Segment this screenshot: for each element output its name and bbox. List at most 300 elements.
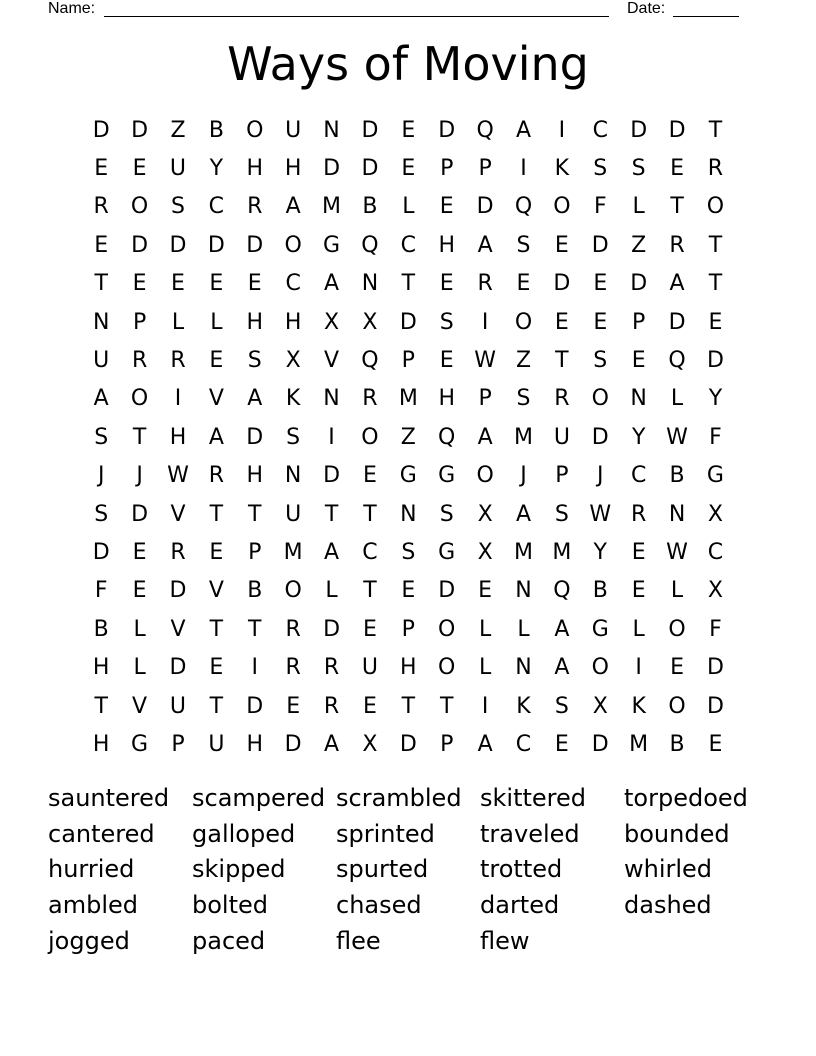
- grid-cell: A: [669, 271, 685, 297]
- grid-cell: T: [324, 501, 339, 527]
- grid-cell: I: [558, 117, 566, 143]
- grid-cell: D: [323, 463, 341, 489]
- grid-cell: T: [439, 693, 454, 719]
- word-list-item: flew: [480, 926, 530, 955]
- grid-cell: C: [285, 271, 301, 297]
- grid-cell: X: [477, 501, 493, 527]
- grid-cell: A: [515, 501, 532, 527]
- grid-cell: E: [439, 271, 454, 297]
- grid-cell: D: [668, 309, 686, 335]
- grid-cell: E: [516, 271, 531, 297]
- grid-cell: C: [515, 731, 532, 757]
- grid-cell: L: [478, 616, 492, 642]
- grid-cell: S: [401, 539, 416, 565]
- grid-cell: E: [708, 309, 723, 335]
- grid-cell: G: [323, 232, 341, 258]
- grid-cell: A: [208, 424, 224, 450]
- grid-cell: I: [174, 386, 182, 412]
- grid-cell: O: [476, 463, 494, 489]
- grid-cell: E: [708, 731, 723, 757]
- grid-cell: O: [553, 194, 571, 220]
- grid-cell: P: [132, 309, 147, 335]
- grid-cell: H: [92, 655, 110, 681]
- grid-cell: R: [323, 693, 340, 719]
- grid-cell: R: [631, 501, 647, 527]
- grid-cell: O: [246, 117, 264, 143]
- grid-cell: X: [707, 501, 723, 527]
- grid-cell: N: [668, 501, 686, 527]
- grid-cell: W: [474, 348, 496, 374]
- grid-cell: D: [131, 117, 149, 143]
- grid-cell: B: [669, 731, 685, 757]
- grid-cell: R: [554, 386, 570, 412]
- word-list: [48, 780, 768, 958]
- grid-cell: Q: [361, 348, 379, 374]
- grid-cell: G: [131, 731, 149, 757]
- grid-cell: O: [591, 386, 609, 412]
- word-list-item: skittered: [480, 783, 586, 812]
- grid-cell: Y: [209, 156, 224, 182]
- grid-cell: S: [554, 501, 569, 527]
- grid-cell: E: [132, 156, 147, 182]
- grid-cell: T: [248, 501, 262, 527]
- grid-cell: L: [325, 578, 338, 604]
- grid-cell: W: [167, 463, 189, 489]
- grid-cell: D: [246, 693, 264, 719]
- grid-cell: O: [514, 309, 533, 335]
- grid-cell: B: [93, 616, 109, 642]
- grid-cell: L: [632, 616, 645, 642]
- grid-cell: A: [324, 271, 340, 297]
- grid-cell: D: [438, 578, 456, 604]
- grid-cell: E: [209, 539, 224, 565]
- grid-cell: G: [438, 539, 456, 565]
- grid-cell: R: [208, 463, 225, 489]
- grid-cell: F: [94, 578, 108, 604]
- grid-cell: A: [554, 655, 570, 681]
- name-blank-line: [104, 16, 609, 17]
- grid-cell: U: [285, 501, 302, 527]
- grid-cell: E: [478, 578, 493, 604]
- grid-cell: P: [478, 156, 492, 182]
- grid-cell: H: [92, 731, 110, 757]
- grid-cell: D: [706, 348, 724, 374]
- grid-cell: Q: [438, 424, 456, 450]
- grid-cell: L: [402, 194, 415, 220]
- grid-cell: O: [668, 693, 686, 719]
- word-list-item: paced: [192, 926, 266, 955]
- grid-cell: P: [632, 309, 646, 335]
- grid-cell: T: [248, 616, 262, 642]
- grid-cell: U: [169, 693, 187, 719]
- grid-cell: E: [401, 156, 416, 182]
- grid-cell: K: [631, 693, 646, 719]
- grid-cell: D: [438, 117, 456, 143]
- grid-cell: S: [94, 424, 109, 450]
- grid-cell: H: [246, 731, 264, 757]
- grid-cell: N: [515, 578, 532, 604]
- grid-cell: H: [400, 655, 417, 681]
- grid-cell: T: [401, 693, 416, 719]
- grid-cell: L: [670, 386, 684, 412]
- grid-cell: A: [324, 731, 340, 757]
- grid-cell: H: [246, 463, 264, 489]
- grid-cell: L: [133, 655, 146, 681]
- grid-cell: P: [440, 731, 454, 757]
- grid-cell: D: [630, 117, 648, 143]
- grid-cell: Y: [631, 424, 646, 450]
- grid-cell: Y: [593, 539, 607, 565]
- grid-cell: O: [361, 424, 379, 450]
- grid-cell: N: [630, 386, 647, 412]
- grid-cell: P: [171, 731, 185, 757]
- grid-cell: E: [94, 232, 109, 258]
- grid-cell: O: [130, 386, 149, 412]
- grid-cell: X: [362, 309, 378, 335]
- grid-cell: E: [670, 156, 684, 182]
- grid-cell: C: [592, 117, 608, 143]
- grid-cell: E: [209, 655, 224, 681]
- grid-cell: N: [400, 501, 417, 527]
- grid-cell: Z: [631, 232, 647, 258]
- grid-cell: X: [477, 539, 493, 565]
- grid-cell: E: [247, 271, 262, 297]
- grid-cell: W: [666, 424, 688, 450]
- grid-cell: E: [171, 271, 185, 297]
- grid-cell: R: [477, 271, 493, 297]
- grid-cell: X: [362, 731, 378, 757]
- grid-cell: B: [669, 463, 685, 489]
- grid-cell: D: [476, 194, 494, 220]
- grid-cell: T: [209, 616, 224, 642]
- grid-cell: Q: [553, 578, 571, 604]
- grid-cell: E: [631, 348, 646, 374]
- grid-cell: H: [438, 232, 455, 258]
- grid-cell: F: [709, 424, 722, 450]
- grid-cell: M: [514, 424, 533, 450]
- grid-cell: D: [284, 731, 302, 757]
- grid-cell: G: [399, 463, 417, 489]
- grid-cell: E: [439, 194, 454, 220]
- grid-cell: I: [251, 655, 258, 681]
- grid-cell: S: [516, 232, 531, 258]
- word-list-item: cantered: [48, 819, 155, 848]
- word-list-item: spurted: [336, 855, 429, 884]
- grid-cell: E: [362, 616, 377, 642]
- grid-cell: G: [706, 463, 724, 489]
- grid-cell: O: [438, 616, 456, 642]
- grid-cell: R: [285, 655, 301, 681]
- word-list-item: trotted: [480, 855, 563, 884]
- grid-cell: K: [554, 156, 570, 182]
- word-list-item: skipped: [192, 855, 286, 884]
- grid-cell: H: [284, 309, 302, 335]
- grid-cell: S: [516, 386, 531, 412]
- grid-cell: D: [591, 424, 609, 450]
- grid-cell: P: [401, 616, 415, 642]
- grid-cell: S: [286, 424, 301, 450]
- grid-cell: V: [170, 501, 186, 527]
- word-list-item: flee: [336, 926, 381, 955]
- grid-cell: A: [515, 117, 532, 143]
- word-list-item: traveled: [480, 819, 580, 848]
- grid-cell: G: [438, 463, 456, 489]
- grid-cell: J: [597, 463, 604, 489]
- grid-cell: M: [514, 539, 533, 565]
- grid-cell: P: [555, 463, 569, 489]
- grid-cell: C: [400, 232, 416, 258]
- grid-cell: P: [478, 386, 492, 412]
- word-list-item: hurried: [48, 855, 135, 884]
- grid-cell: D: [399, 731, 417, 757]
- grid-cell: S: [593, 156, 608, 182]
- grid-cell: T: [363, 578, 377, 604]
- grid-cell: E: [670, 655, 684, 681]
- grid-cell: V: [132, 693, 148, 719]
- grid-cell: D: [706, 693, 724, 719]
- grid-cell: S: [631, 156, 646, 182]
- grid-cell: B: [247, 578, 263, 604]
- grid-cell: T: [708, 271, 723, 297]
- word-list-item: jogged: [48, 926, 130, 955]
- grid-cell: T: [209, 693, 224, 719]
- grid-cell: I: [481, 693, 489, 719]
- grid-cell: J: [97, 463, 105, 489]
- grid-cell: R: [285, 616, 301, 642]
- grid-cell: E: [362, 463, 377, 489]
- grid-cell: Q: [476, 117, 494, 143]
- grid-cell: L: [517, 616, 530, 642]
- grid-cell: E: [554, 309, 569, 335]
- grid-cell: T: [708, 232, 723, 258]
- grid-cell: Q: [514, 194, 533, 220]
- date-blank-line: [673, 16, 739, 17]
- word-list-item: sprinted: [336, 819, 435, 848]
- grid-cell: X: [592, 693, 608, 719]
- grid-cell: I: [635, 655, 642, 681]
- grid-cell: N: [515, 655, 532, 681]
- grid-cell: J: [136, 463, 143, 489]
- grid-cell: B: [592, 578, 608, 604]
- grid-cell: D: [323, 156, 341, 182]
- grid-cell: E: [209, 348, 224, 374]
- grid-cell: I: [481, 309, 489, 335]
- grid-cell: S: [439, 501, 454, 527]
- grid-cell: Z: [400, 424, 416, 450]
- grid-cell: E: [554, 731, 569, 757]
- grid-cell: K: [285, 386, 301, 412]
- grid-cell: C: [630, 463, 647, 489]
- grid-cell: D: [207, 232, 225, 258]
- grid-cell: L: [171, 309, 185, 335]
- grid-cell: Q: [668, 348, 686, 374]
- grid-cell: E: [132, 578, 147, 604]
- grid-cell: C: [208, 194, 225, 220]
- grid-cell: O: [130, 194, 149, 220]
- grid-cell: D: [246, 424, 264, 450]
- grid-cell: D: [92, 539, 110, 565]
- grid-cell: P: [401, 348, 415, 374]
- grid-cell: I: [328, 424, 335, 450]
- grid-cell: V: [170, 616, 186, 642]
- grid-cell: B: [362, 194, 378, 220]
- grid-cell: D: [591, 731, 609, 757]
- grid-cell: T: [708, 117, 723, 143]
- page-title: Ways of Moving: [227, 37, 589, 91]
- grid-cell: K: [516, 693, 531, 719]
- grid-cell: R: [131, 348, 148, 374]
- grid-cell: S: [554, 693, 569, 719]
- header: [48, 0, 748, 20]
- grid-cell: P: [440, 156, 454, 182]
- grid-cell: E: [132, 271, 147, 297]
- word-list-item: ambled: [48, 890, 138, 919]
- date-label: Date:: [627, 0, 666, 17]
- grid-cell: H: [438, 386, 455, 412]
- name-label: Name:: [48, 0, 96, 17]
- grid-cell: R: [247, 194, 263, 220]
- grid-cell: D: [630, 271, 648, 297]
- grid-cell: X: [324, 309, 340, 335]
- word-list-item: scampered: [192, 783, 326, 812]
- grid-cell: T: [94, 693, 108, 719]
- grid-cell: E: [554, 232, 569, 258]
- grid-cell: D: [92, 117, 110, 143]
- grid-cell: D: [668, 117, 686, 143]
- grid-cell: P: [248, 539, 262, 565]
- grid-cell: R: [93, 194, 109, 220]
- letter-grid: [82, 111, 735, 764]
- grid-cell: U: [208, 731, 225, 757]
- grid-cell: R: [323, 655, 340, 681]
- grid-cell: T: [670, 194, 684, 220]
- grid-cell: N: [323, 386, 340, 412]
- grid-cell: E: [362, 693, 377, 719]
- grid-cell: D: [169, 578, 187, 604]
- grid-cell: M: [283, 539, 303, 565]
- grid-cell: E: [631, 539, 646, 565]
- grid-cell: A: [285, 194, 301, 220]
- grid-cell: U: [285, 117, 302, 143]
- grid-cell: C: [362, 539, 378, 565]
- grid-cell: R: [669, 232, 685, 258]
- grid-cell: S: [439, 309, 454, 335]
- grid-cell: M: [629, 731, 649, 757]
- grid-cell: L: [133, 616, 146, 642]
- grid-cell: M: [322, 194, 342, 220]
- grid-cell: G: [591, 616, 609, 642]
- grid-cell: D: [131, 232, 149, 258]
- grid-cell: L: [478, 655, 492, 681]
- grid-cell: O: [284, 232, 302, 258]
- grid-cell: V: [208, 578, 224, 604]
- grid-cell: S: [170, 194, 185, 220]
- grid-cell: U: [169, 156, 187, 182]
- grid-cell: T: [94, 271, 108, 297]
- grid-cell: D: [169, 232, 187, 258]
- grid-cell: E: [401, 578, 416, 604]
- grid-cell: X: [285, 348, 301, 374]
- grid-cell: D: [591, 232, 609, 258]
- grid-cell: E: [593, 309, 608, 335]
- grid-cell: V: [324, 348, 340, 374]
- grid-cell: E: [132, 539, 147, 565]
- grid-cell: T: [401, 271, 416, 297]
- grid-cell: Z: [515, 348, 532, 374]
- grid-cell: L: [670, 578, 684, 604]
- grid-cell: L: [632, 194, 645, 220]
- grid-cell: D: [323, 616, 341, 642]
- grid-cell: R: [170, 539, 186, 565]
- grid-cell: O: [591, 655, 609, 681]
- grid-cell: A: [477, 232, 493, 258]
- grid-cell: A: [247, 386, 263, 412]
- grid-cell: X: [707, 578, 723, 604]
- grid-cell: R: [362, 386, 378, 412]
- grid-cell: E: [439, 348, 454, 374]
- grid-cell: M: [552, 539, 572, 565]
- grid-cell: B: [208, 117, 224, 143]
- grid-cell: D: [169, 655, 187, 681]
- word-list-item: sauntered: [48, 783, 170, 812]
- grid-cell: T: [555, 348, 569, 374]
- grid-cell: E: [286, 693, 301, 719]
- grid-cell: W: [589, 501, 612, 527]
- grid-cell: E: [94, 156, 109, 182]
- grid-cell: T: [132, 424, 147, 450]
- grid-cell: A: [93, 386, 109, 412]
- grid-cell: U: [361, 655, 378, 681]
- word-list-item: torpedoed: [624, 783, 748, 812]
- grid-cell: F: [709, 616, 722, 642]
- grid-cell: D: [131, 501, 149, 527]
- grid-cell: S: [94, 501, 109, 527]
- grid-cell: S: [247, 348, 262, 374]
- grid-cell: O: [668, 616, 686, 642]
- grid-cell: D: [706, 655, 724, 681]
- grid-cell: H: [284, 156, 302, 182]
- grid-cell: V: [208, 386, 224, 412]
- grid-cell: H: [246, 156, 264, 182]
- grid-cell: S: [593, 348, 608, 374]
- word-list-item: dashed: [624, 890, 712, 919]
- grid-cell: D: [399, 309, 417, 335]
- grid-cell: N: [284, 463, 302, 489]
- grid-cell: N: [323, 117, 340, 143]
- grid-cell: O: [706, 194, 725, 220]
- grid-cell: Z: [170, 117, 186, 143]
- word-list-item: darted: [480, 890, 560, 919]
- grid-cell: A: [477, 731, 493, 757]
- grid-cell: E: [631, 578, 646, 604]
- grid-cell: H: [169, 424, 187, 450]
- grid-cell: O: [284, 578, 302, 604]
- word-list-item: scrambled: [336, 783, 462, 812]
- grid-cell: R: [170, 348, 186, 374]
- grid-cell: C: [707, 539, 724, 565]
- grid-cell: A: [554, 616, 570, 642]
- grid-cell: U: [93, 348, 110, 374]
- grid-cell: T: [209, 501, 224, 527]
- grid-cell: N: [361, 271, 379, 297]
- grid-cell: Q: [361, 232, 379, 258]
- grid-cell: U: [553, 424, 570, 450]
- grid-cell: E: [209, 271, 224, 297]
- grid-cell: D: [361, 156, 379, 182]
- grid-cell: I: [520, 156, 527, 182]
- grid-cell: H: [246, 309, 264, 335]
- grid-cell: E: [593, 271, 608, 297]
